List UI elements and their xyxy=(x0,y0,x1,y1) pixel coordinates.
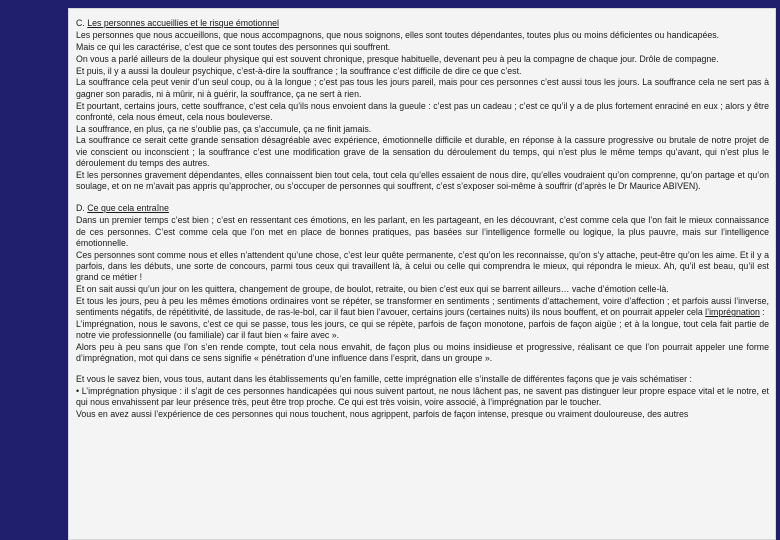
section-d-paragraph: Et on sait aussi qu’un jour on les quittera, changement de groupe, de boulot, retraite, ou bien c’est eux qui se barrent ailleurs… vache d’émotion celle-là. xyxy=(76,284,669,295)
section-d-paragraph: L’imprégnation, nous le savons, c’est ce qui se passe, tous les jours, ce qui se répète, parfois de façon monotone, parfois de façon aigüe ; et à la longue, tout cela fait partie de notre vie professionnelle (ou familiale) car il faut bien « faire avec ». xyxy=(76,318,769,341)
section-c-paragraph: La souffrance, en plus, ça ne s’oublie pas, ça s’accumule, ça ne finit jamais. xyxy=(76,123,372,134)
section-c-paragraph: On vous a parlé ailleurs de la douleur physique qui est souvent chronique, presque habituelle, devenant peu à peu la compagne de chaque jour. Drôle de compagne. xyxy=(76,53,719,64)
section-d-paragraph xyxy=(76,296,769,319)
section-d-prefix: D. xyxy=(76,202,88,213)
section-d-title: Ce que cela entraîne xyxy=(87,202,169,213)
section-e-bullet: • L’imprégnation physique : il s’agit de ces personnes handicapées qui nous suivent partout, ne nous lâchent pas, ne savent pas distinguer leur propre espace vital et le notre, et qui nous envahissent par leur présence très, peut être trop proche. Ce qui est très voisin, voire associé, à l’imprégnation par le toucher. xyxy=(76,385,769,408)
section-c-paragraph: Mais ce qui les caractérise, c’est que ce sont toutes des personnes qui souffrent. xyxy=(76,42,391,53)
section-d-heading xyxy=(76,203,769,214)
section-d-paragraph: Alors peu à peu sans que l’on s’en rende compte, tout cela nous envahit, de façon plus ou moins insidieuse et progressive, réalisant ce que l’on pourrait appeler une forme d’imprégnation, mot qui dans ce sens signifie « pénétration d’une influence dans l’esprit, dans un groupe ». xyxy=(76,342,769,364)
section-e-paragraph: Et vous le savez bien, vous tous, autant dans les établissements qu’en famille, cette imprégnation elle s’installe de différentes façons que je vais schématiser : xyxy=(76,374,692,385)
section-c-paragraph: La souffrance ce serait cette grande sensation désagréable avec expérience, émotionnelle difficile et durable, en réponse à la cassure progressive ou brutale de notre projet de vie conscient ou inconscient ; la souffrance c’est une modification grave de la sensation du déroulement du temps, qui n’est plus le même temps qu’avant, qui n’est plus le déroulement du temps des autres. xyxy=(76,135,769,169)
section-c-title: Les personnes accueillies et le risque émotionnel xyxy=(87,18,279,28)
section-c-prefix: C. xyxy=(76,18,88,28)
section-d-paragraph: Dans un premier temps c’est bien ; c’est en ressentant ces émotions, en les parlant, en les partageant, en les découvrant, c’est comme cela que l’on fait le mieux connaissance de ces personnes. C’est comme cela que l’on met en place de bonnes pratiques, pas basées sur l’intelligence formelle ou logique, la plus pauvre, mais sur l’intelligence émotionnelle. xyxy=(76,215,769,248)
section-e-paragraph: Vous en avez aussi l’expérience de ces personnes qui nous touchent, nous agrippent, parfois de façon intense, presque ou vraiment douloureuse, des autres xyxy=(76,409,689,419)
section-c-paragraph: Et puis, il y a aussi la douleur psychique, c’est-à-dire la souffrance ; la souffrance c’est difficile de dire ce que c’est. xyxy=(76,65,522,76)
section-c-paragraph: Les personnes que nous accueillons, que nous accompagnons, que nous soignons, elles sont toutes dépendantes, toutes plus ou moins déficientes ou handicapées. xyxy=(76,30,720,41)
document-page xyxy=(68,8,776,540)
section-d-paragraph: Ces personnes sont comme nous et elles n’attendent qu’une chose, c’est leur quête permanente, c’est qu’on les reconnaisse, qu’on s’y attache, peut-être qu’on les aime. Et il y a parfois, dans les débuts, une sorte de concours, parmi tous ceux qui travaillent là, à celui ou celle qui comprendra le mieux, qui répondra le mieux. Ah, qu’il est beau, qu’il est grand ce métier ! xyxy=(76,249,769,283)
impregnation-term: l’imprégnation xyxy=(705,307,760,318)
impregnation-colon: : xyxy=(759,307,765,318)
section-c-paragraph: La souffrance cela peut venir d’un seul coup, ou à la longue ; c’est pas tous les jours pareil, mais pour ces personnes c’est aussi tous les jours. La souffrance cela ne sert pas à gagner son paradis, ni à mûrir, ni à guérir, la souffrance, ça ne sert à rien. xyxy=(76,77,769,99)
section-c-heading xyxy=(76,18,769,29)
section-d-paragraph-text: Et tous les jours, peu à peu les mêmes émotions ordinaires vont se répéter, se transformer en sentiments ; sentiments d’attachement, voire d’affection ; et parfois aussi l’inverse, sentiments négatifs, de répétitivité, de lassitude, de ras-le-bol, car il faut bien l’avouer, certains jours (certaines nuits) ils nous bouffent, et on pourrait appeler cela xyxy=(76,295,769,318)
section-spacer xyxy=(76,365,769,374)
section-spacer xyxy=(76,193,769,203)
section-c-paragraph: Et les personnes gravement dépendantes, elles connaissent bien tout cela, tout cela qu’elles essaient de nous dire, qu’elles voudraient qu’on comprenne, qu’on partage et qu’on soulage, et on ne m’avait pas appris qu’approcher, ou s’occuper de personnes qui souffrent, c’est s’exposer soi-même à souffrir (d’après le Dr Maurice ABIVEN). xyxy=(76,169,769,192)
section-c-paragraph: Et pourtant, certains jours, cette souffrance, c’est cela qu’ils nous envoient dans la gueule : c’est pas un cadeau ; c’est ce qu’il y a de plus fortement enraciné en eux ; alors y être confronté, cela nous émeut, cela nous bouleverse. xyxy=(76,100,769,122)
